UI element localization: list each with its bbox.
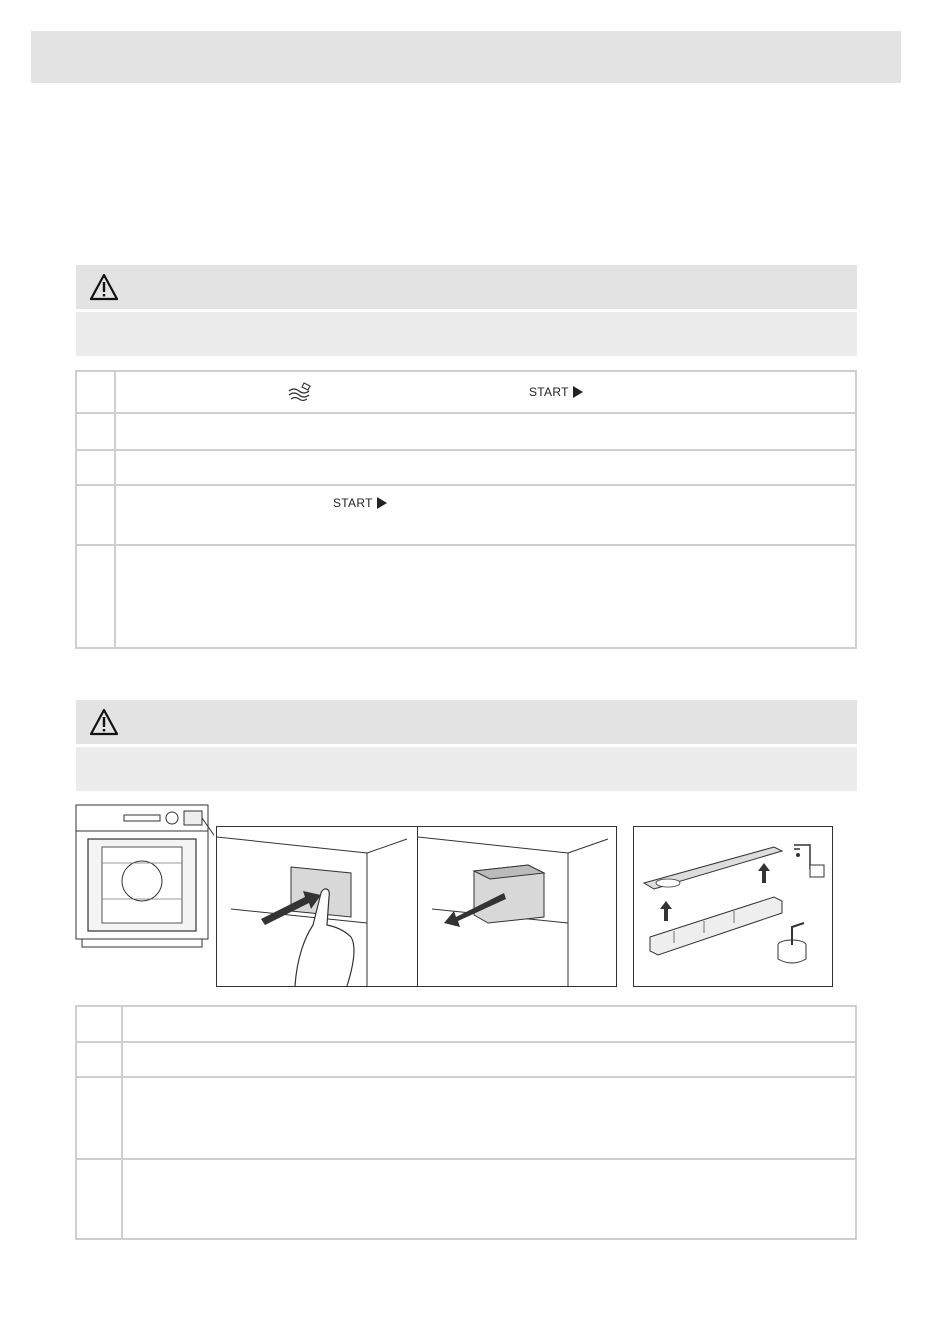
press-panel-illustration (217, 827, 417, 986)
step-text-cell (115, 545, 856, 648)
warning-triangle-icon (89, 708, 119, 736)
warning-box-2 (76, 700, 857, 791)
steam-clean-icon (286, 381, 314, 403)
step-row (76, 545, 856, 648)
warning-header (76, 265, 857, 309)
remove-tank-illustration (418, 827, 617, 986)
step-row (76, 450, 856, 485)
step-text-cell (122, 1159, 856, 1239)
warning-body (76, 747, 857, 791)
step-text-cell (122, 1042, 856, 1077)
warning-header (76, 700, 857, 744)
warning-body (76, 312, 857, 356)
step-number-cell (76, 545, 115, 648)
start-indicator (333, 496, 387, 510)
warning-triangle-icon (89, 273, 119, 301)
step-row (76, 371, 856, 413)
oven-front-illustration (74, 803, 214, 953)
step-row (76, 1077, 856, 1159)
step-number-cell (76, 413, 115, 450)
step-number-cell (76, 1159, 122, 1239)
step-text-cell (115, 413, 856, 450)
step-row (76, 413, 856, 450)
step-number-cell (76, 1042, 122, 1077)
tank-parts-frame (633, 826, 833, 987)
step-number-cell (76, 371, 115, 413)
start-label: START (529, 385, 569, 399)
step-row (76, 485, 856, 545)
step-text-cell (115, 450, 856, 485)
play-triangle-icon (573, 386, 583, 398)
step-text-cell (115, 371, 856, 413)
steps-table-2 (75, 1005, 857, 1240)
step-text-cell (115, 485, 856, 545)
start-label: START (333, 496, 373, 510)
step-row (76, 1042, 856, 1077)
step-text-cell (122, 1077, 856, 1159)
step-row (76, 1006, 856, 1042)
step-number-cell (76, 1006, 122, 1042)
start-indicator (529, 385, 583, 399)
panel-illustration-frame (216, 826, 617, 987)
step-row (76, 1159, 856, 1239)
steps-table-1 (75, 370, 857, 649)
warning-box-1 (76, 265, 857, 356)
page-header-bar (31, 31, 901, 83)
step-number-cell (76, 485, 115, 545)
step-number-cell (76, 1077, 122, 1159)
step-text-cell (122, 1006, 856, 1042)
step-number-cell (76, 450, 115, 485)
water-tank-parts-illustration (634, 827, 832, 986)
play-triangle-icon (377, 497, 387, 509)
